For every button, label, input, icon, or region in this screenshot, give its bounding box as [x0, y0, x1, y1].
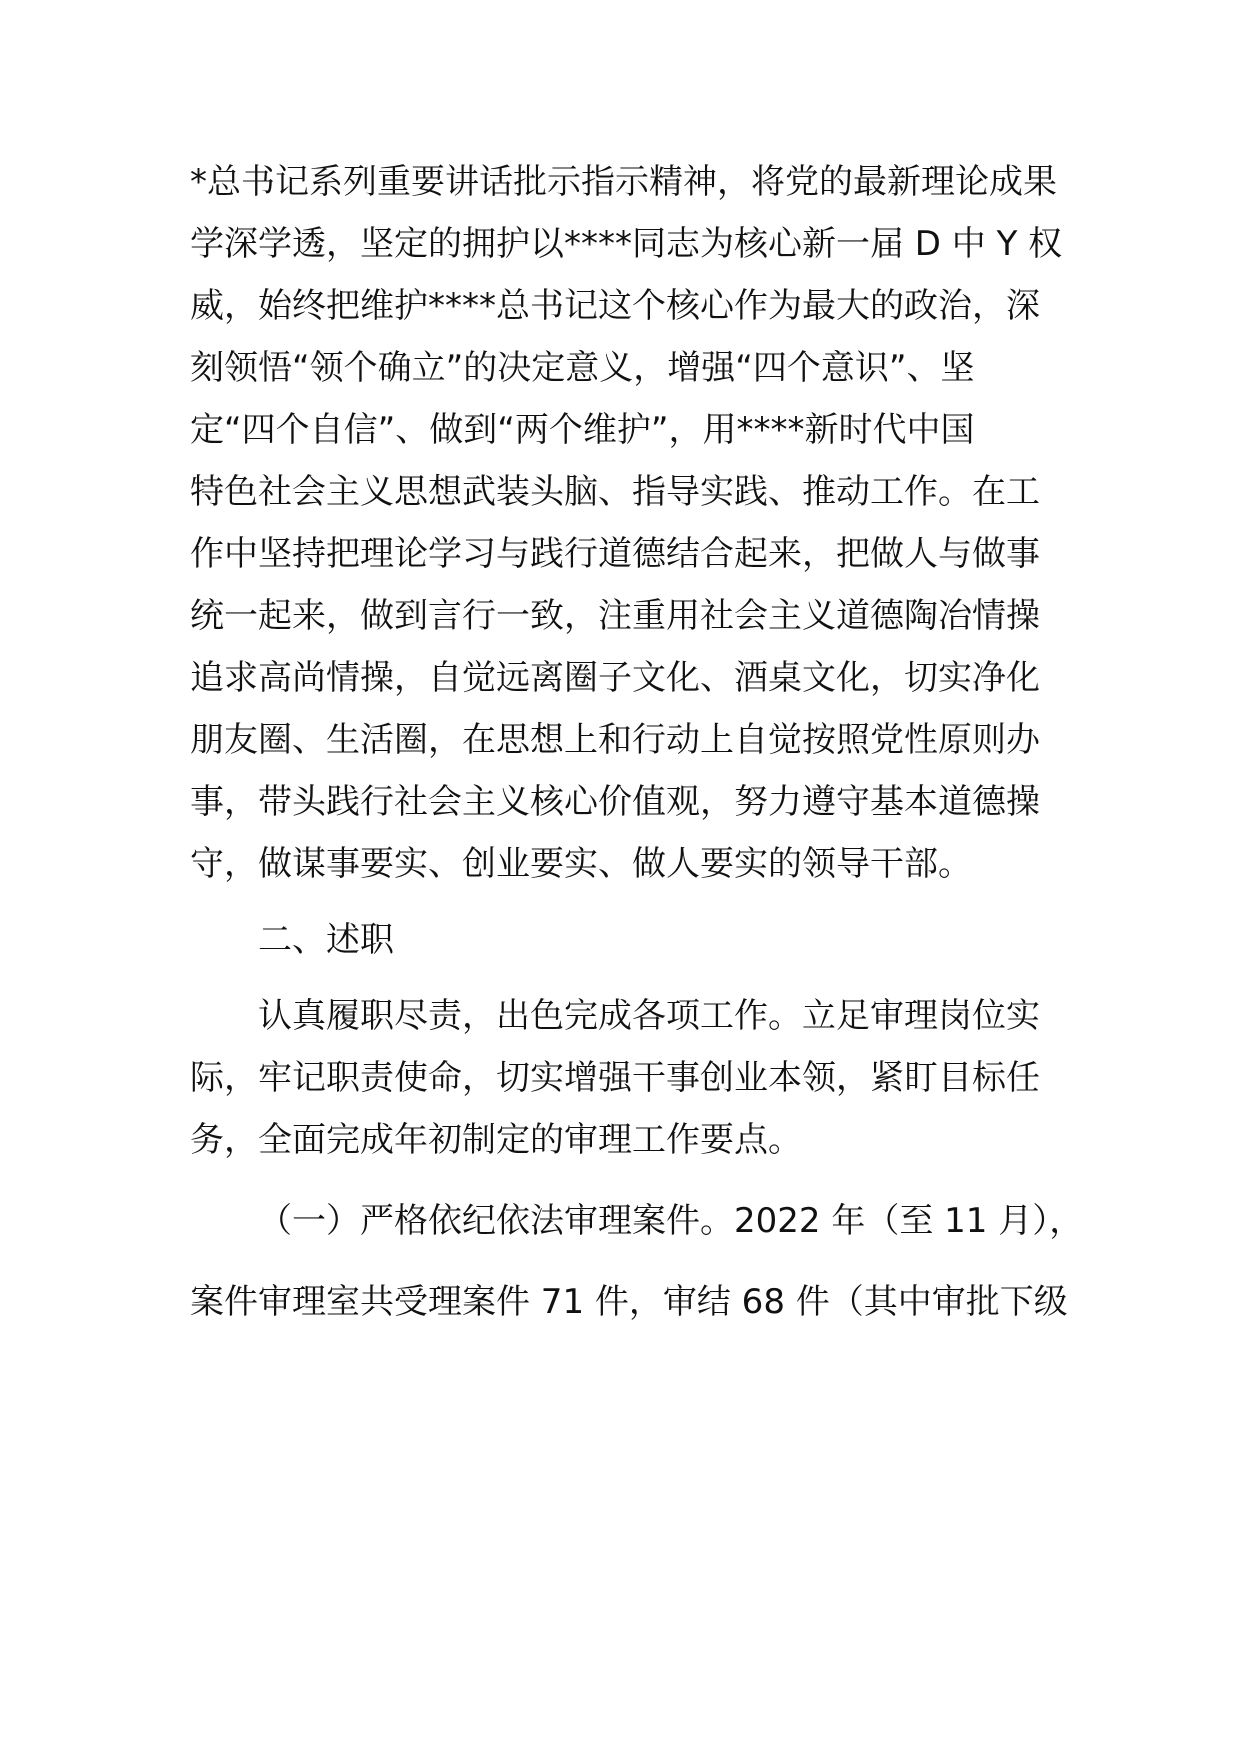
text-line: 刻领悟“领个确立”的决定意义，增强“四个意识”、坚: [190, 348, 975, 388]
text-line: 朋友圈、生活圈，在思想上和行动上自觉按照党性原则办: [190, 720, 1040, 760]
text-line: 追求高尚情操，自觉远离圈子文化、酒桌文化，切实净化: [190, 658, 1040, 698]
text-line: 际，牢记职责使命，切实增强干事创业本领，紧盯目标任: [190, 1058, 1040, 1098]
text-line: 特色社会主义思想武装头脑、指导实践、推动工作。在工: [190, 472, 1040, 512]
text-line: 事，带头践行社会主义核心价值观，努力遵守基本道德操: [190, 782, 1040, 822]
text-line: 作中坚持把理论学习与践行道德结合起来，把做人与做事: [190, 534, 1040, 574]
text-line: *总书记系列重要讲话批示指示精神，将党的最新理论成果: [190, 162, 1057, 202]
text-line: 定“四个自信”、做到“两个维护”，用****新时代中国: [190, 410, 975, 450]
text-line: 学深学透，坚定的拥护以****同志为核心新一届 D 中 Y 权: [190, 224, 1063, 264]
subsection-heading-line: （一）严格依纪依法审理案件。2022 年（至 11 月），: [258, 1201, 1084, 1241]
text-line: 威，始终把维护****总书记这个核心作为最大的政治，深: [190, 286, 1040, 326]
paragraph-start-line: 认真履职尽责，出色完成各项工作。立足审理岗位实: [258, 996, 1040, 1036]
text-line: 守，做谋事要实、创业要实、做人要实的领导干部。: [190, 844, 972, 884]
text-line: 统一起来，做到言行一致，注重用社会主义道德陶冶情操: [190, 596, 1040, 636]
text-line: 务，全面完成年初制定的审理工作要点。: [190, 1120, 802, 1160]
section-heading: 二、述职: [258, 920, 394, 960]
text-line: 案件审理室共受理案件 71 件，审结 68 件（其中审批下级: [190, 1282, 1068, 1322]
